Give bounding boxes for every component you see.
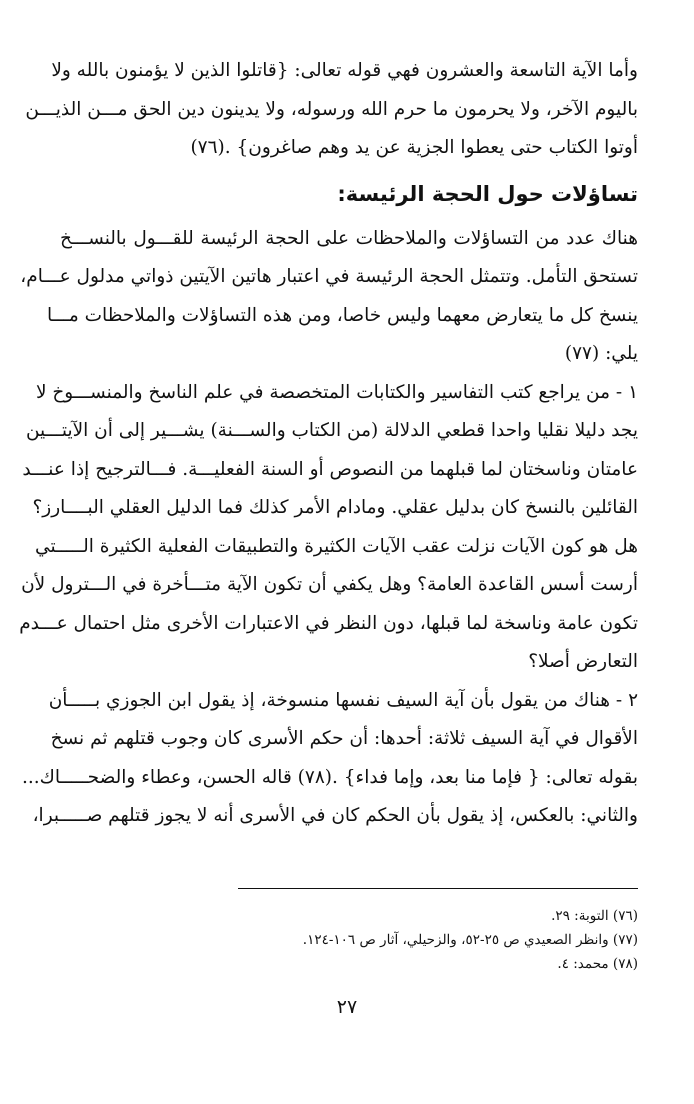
footnote: (٧٧) وانظر الصعيدي ص ٢٥-٥٢، والزحيلي، آثار ص ١٠٦-١٢٤. bbox=[302, 932, 638, 948]
body-line: تستحق التأمل. وتتمثل الحجة الرئيسة في اعتبار هاتين الآيتين ذواتي مدلول عـــام، bbox=[20, 266, 638, 287]
body-line: عامتان وناسختان لما قبلهما من النصوص أو السنة الفعليـــة. فـــالترجيح إذا عنـــد bbox=[22, 458, 638, 480]
body-line: ٢ - هناك من يقول بأن آية السيف نفسها منسوخة، إذ يقول ابن الجوزي بـــــأن bbox=[48, 689, 638, 711]
footnote: (٧٨) محمد: ٤. bbox=[557, 956, 638, 972]
body-line: ينسخ كل ما يتعارض معهما وليس خاصا، ومن هذه التساؤلات والملاحظات مـــا bbox=[46, 304, 638, 326]
body-line: باليوم الآخر، ولا يحرمون ما حرم الله ورسوله، ولا يدينون دين الحق مـــن الذيـــن bbox=[25, 98, 638, 120]
body-line: القائلين بالنسخ كان بدليل عقلي. ومادام الأمر كذلك فما الدليل العقلي البــــارز؟ bbox=[32, 497, 638, 518]
body-line: هل هو كون الآيات نزلت عقب الآيات الكثيرة والتطبيقات الفعلية الكثيرة الـــــتي bbox=[35, 535, 638, 557]
body-line: يجد دليلا نقليا واحدا قطعي الدلالة (من الكتاب والســـنة) يشـــير إلى أن الآيتـــين bbox=[25, 420, 638, 441]
body-line: أوتوا الكتاب حتى يعطوا الجزية عن يد وهم صاغرون} .(٧٦) bbox=[190, 137, 638, 158]
body-line: تكون عامة وناسخة لما قبلها، دون النظر في الاعتبارات الأخرى مثل احتمال عـــدم bbox=[19, 612, 638, 634]
body-line: أرست أسس القاعدة العامة؟ وهل يكفي أن تكون الآية متـــأخرة في الـــترول لأن bbox=[21, 574, 638, 595]
body-line: ١ - من يراجع كتب التفاسير والكتابات المتخصصة في علم الناسخ والمنســـوخ لا bbox=[35, 381, 638, 403]
body-line: وأما الآية التاسعة والعشرون فهي قوله تعالى: {قاتلوا الذين لا يؤمنون بالله ولا bbox=[51, 60, 638, 81]
body-line: والثاني: بالعكس، إذ يقول بأن الحكم كان في الأسرى أنه لا يجوز قتلهم صـــــبرا، bbox=[32, 805, 638, 826]
page-number: ٢٧ bbox=[336, 996, 358, 1018]
body-line: هناك عدد من التساؤلات والملاحظات على الحجة الرئيسة للقـــول بالنســـخ bbox=[60, 227, 638, 249]
section-heading: تساؤلات حول الحجة الرئيسة: bbox=[337, 181, 638, 206]
footnote-divider bbox=[238, 888, 638, 889]
body-line: الأقوال في آية السيف ثلاثة: أحدها: أن حكم الأسرى كان وجوب قتلهم ثم نسخ bbox=[50, 728, 638, 749]
footnotes bbox=[60, 904, 638, 976]
body-line: التعارض أصلا؟ bbox=[528, 651, 638, 672]
body-line: بقوله تعالى: { فإما منا بعد، وإما فداء} .(٧٨) قاله الحسن، وعطاء والضحـــــاك... bbox=[22, 766, 638, 788]
footnote: (٧٦) التوبة: ٢٩. bbox=[551, 908, 638, 924]
page-body bbox=[19, 52, 638, 836]
body-line: يلي: (٧٧) bbox=[564, 343, 638, 364]
